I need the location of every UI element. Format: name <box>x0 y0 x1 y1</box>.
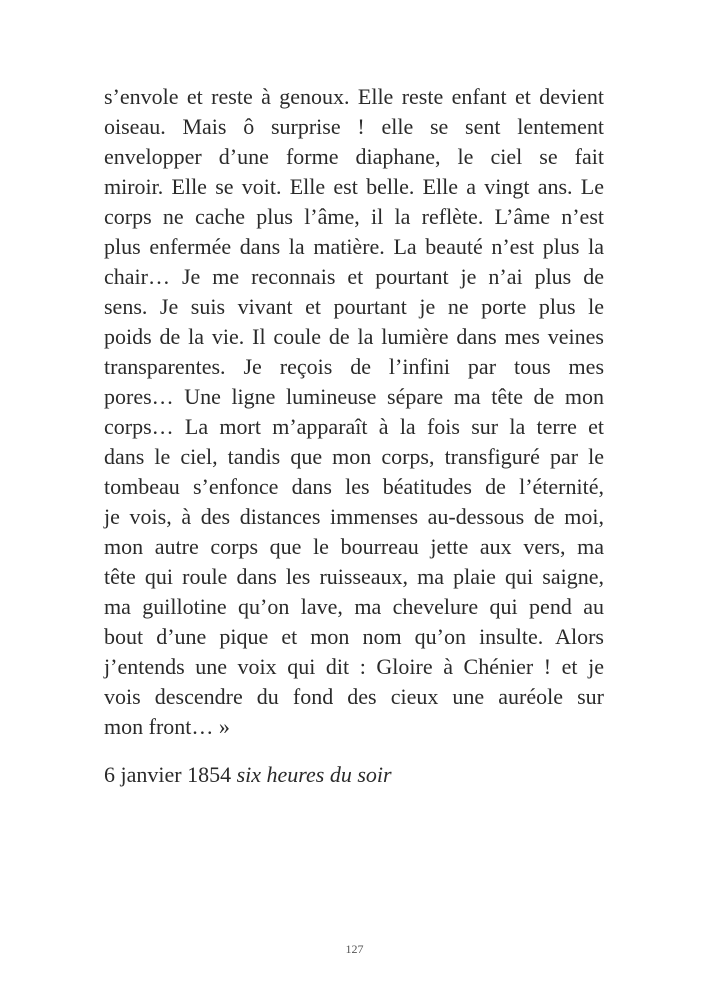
text-line: corps ne cache plus l’âme, il la reflète. L’âme n’est <box>104 204 604 229</box>
date-signature <box>104 760 392 790</box>
text-line: mon autre corps que le bourreau jette aux vers, ma <box>104 534 604 559</box>
text-line: chair… Je me reconnais et pourtant je n’ai plus de <box>104 264 604 289</box>
text-line: tombeau s’enfonce dans les béatitudes de l’éternité, <box>104 474 604 499</box>
text-line: plus enfermée dans la matière. La beauté n’est plus la <box>104 234 604 259</box>
text-line: envelopper d’une forme diaphane, le ciel se fait <box>104 144 604 169</box>
body-text <box>104 82 604 742</box>
text-line: dans le ciel, tandis que mon corps, transfiguré par le <box>104 444 604 469</box>
text-line: tête qui roule dans les ruisseaux, ma plaie qui saigne, <box>104 564 604 589</box>
text-line: s’envole et reste à genoux. Elle reste enfant et devient <box>104 84 604 109</box>
text-line: miroir. Elle se voit. Elle est belle. Elle a vingt ans. Le <box>104 174 604 199</box>
text-line: sens. Je suis vivant et pourtant je ne porte plus le <box>104 294 604 319</box>
text-line: j’entends une voix qui dit : Gloire à Chénier ! et je <box>104 654 604 679</box>
text-line: transparentes. Je reçois de l’infini par tous mes <box>104 354 604 379</box>
text-line: oiseau. Mais ô surprise ! elle se sent lentement <box>104 114 604 139</box>
text-line: ma guillotine qu’on lave, ma chevelure qui pend au <box>104 594 604 619</box>
page-number: 127 <box>345 942 364 956</box>
text-line: je vois, à des distances immenses au-dessous de moi, <box>104 504 604 529</box>
text-line-last: mon front… » <box>104 714 230 739</box>
text-line: pores… Une ligne lumineuse sépare ma tête de mon <box>104 384 604 409</box>
text-line: poids de la vie. Il coule de la lumière dans mes veines <box>104 324 604 349</box>
text-line: bout d’une pique et mon nom qu’on insulte. Alors <box>104 624 604 649</box>
text-line: vois descendre du fond des cieux une auréole sur <box>104 684 604 709</box>
signature-date: 6 janvier 1854 <box>104 762 232 787</box>
signature-time: six heures du soir <box>236 762 392 787</box>
text-line: corps… La mort m’apparaît à la fois sur la terre et <box>104 414 604 439</box>
